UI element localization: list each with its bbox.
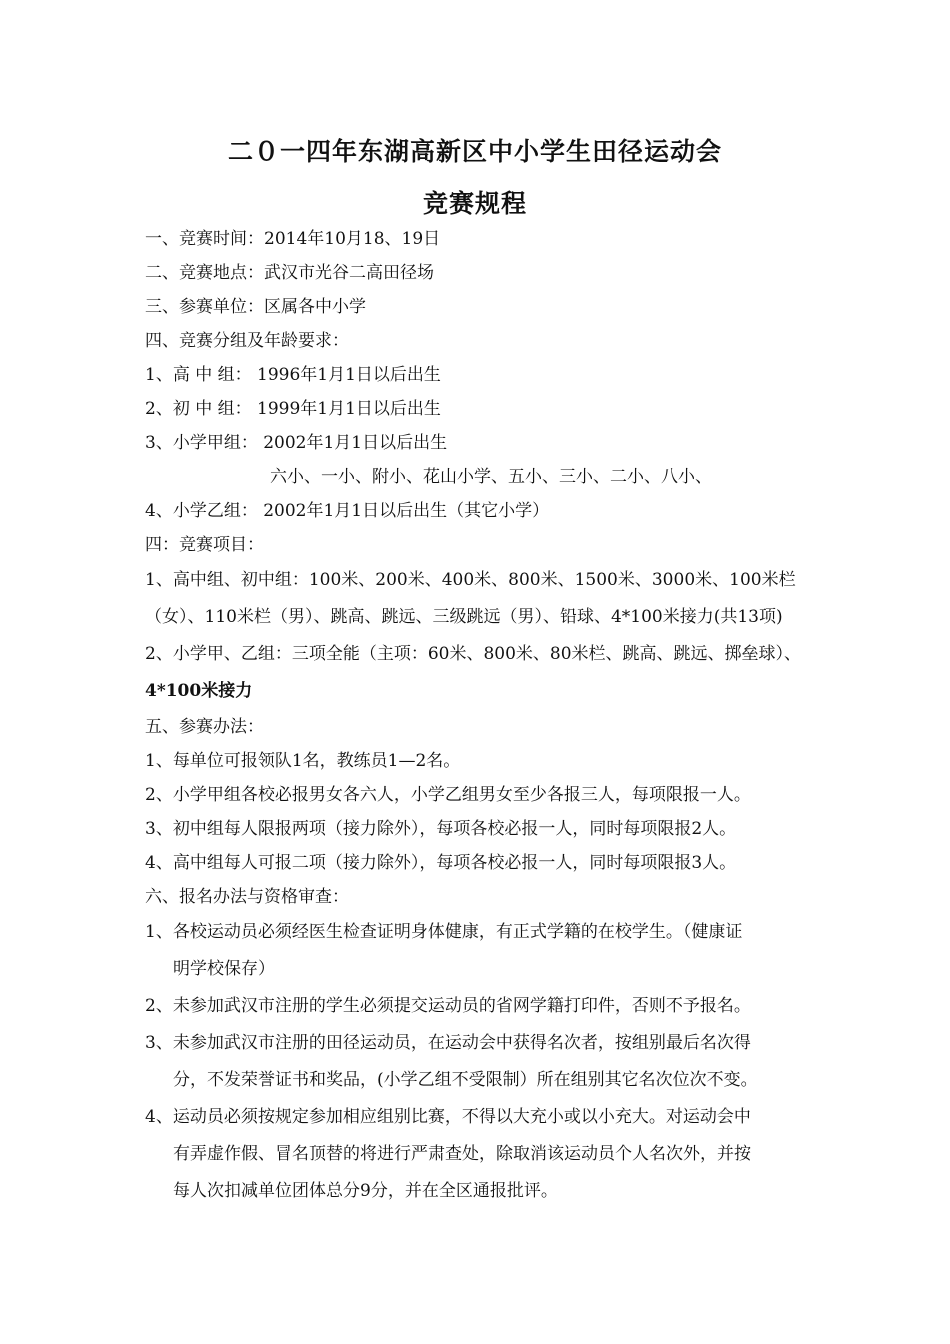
group-primary-a: 3、小学甲组： 2002年1月1日以后出生: [145, 433, 448, 453]
group-high-school: 1、高 中 组： 1996年1月1日以后出生: [145, 365, 441, 385]
group-primary-a-schools: 六小、一小、附小、花山小学、五小、三小、二小、八小、: [270, 467, 712, 487]
registration-rule-2: 2、未参加武汉市注册的学生必须提交运动员的省网学籍打印件，否则不予报名。: [145, 996, 751, 1016]
entry-rule-4: 4、高中组每人可报二项（接力除外），每项各校必报一人，同时每项限报3人。: [145, 853, 737, 873]
events-primary-line-2: 4*100米接力: [145, 681, 253, 701]
section-venue: 二、竞赛地点：武汉市光谷二高田径场: [145, 263, 434, 283]
events-secondary-line-1: 1、高中组、初中组：100米、200米、400米、800米、1500米、3000米、100米栏: [145, 570, 796, 590]
registration-rule-4-cont-1: 有弄虚作假、冒名顶替的将进行严肃查处，除取消该运动员个人名次外，并按: [173, 1144, 751, 1164]
section-registration-heading: 六、报名办法与资格审查：: [145, 887, 349, 907]
registration-rule-3-cont: 分，不发荣誉证书和奖品，(小学乙组不受限制）所在组别其它名次位次不变。: [173, 1070, 758, 1090]
events-secondary-line-2: （女）、110米栏（男）、跳高、跳远、三级跳远（男）、铅球、4*100米接力(共13项): [145, 607, 783, 627]
document-title: 二０一四年东湖高新区中小学生田径运动会: [227, 137, 722, 166]
group-primary-b: 4、小学乙组： 2002年1月1日以后出生（其它小学）: [145, 501, 550, 521]
registration-rule-1: 1、各校运动员必须经医生检查证明身体健康，有正式学籍的在校学生。（健康证: [145, 922, 743, 942]
section-entry-heading: 五、参赛办法：: [145, 717, 264, 737]
entry-rule-3: 3、初中组每人限报两项（接力除外），每项各校必报一人，同时每项限报2人。: [145, 819, 737, 839]
registration-rule-3: 3、未参加武汉市注册的田径运动员，在运动会中获得名次者，按组别最后名次得: [145, 1033, 751, 1053]
section-participants: 三、参赛单位：区属各中小学: [145, 297, 366, 317]
events-primary-line-1: 2、小学甲、乙组：三项全能（主项：60米、800米、80米栏、跳高、跳远、掷垒球）、: [145, 644, 802, 664]
registration-rule-1-cont: 明学校保存）: [173, 959, 275, 979]
group-middle-school: 2、初 中 组： 1999年1月1日以后出生: [145, 399, 441, 419]
section-groups-heading: 四、竞赛分组及年龄要求：: [145, 331, 349, 351]
document-body: [145, 222, 825, 1210]
section-events-heading: 四：竞赛项目：: [145, 535, 264, 555]
registration-rule-4-cont-2: 每人次扣减单位团体总分9分，并在全区通报批评。: [173, 1181, 558, 1201]
document-subtitle: 竞赛规程: [422, 189, 527, 218]
section-time: 一、竞赛时间：2014年10月18、19日: [145, 229, 441, 249]
entry-rule-2: 2、小学甲组各校必报男女各六人，小学乙组男女至少各报三人，每项限报一人。: [145, 785, 751, 805]
entry-rule-1: 1、每单位可报领队1名，教练员1—2名。: [145, 751, 461, 771]
registration-rule-4: 4、运动员必须按规定参加相应组别比赛，不得以大充小或以小充大。对运动会中: [145, 1107, 751, 1127]
